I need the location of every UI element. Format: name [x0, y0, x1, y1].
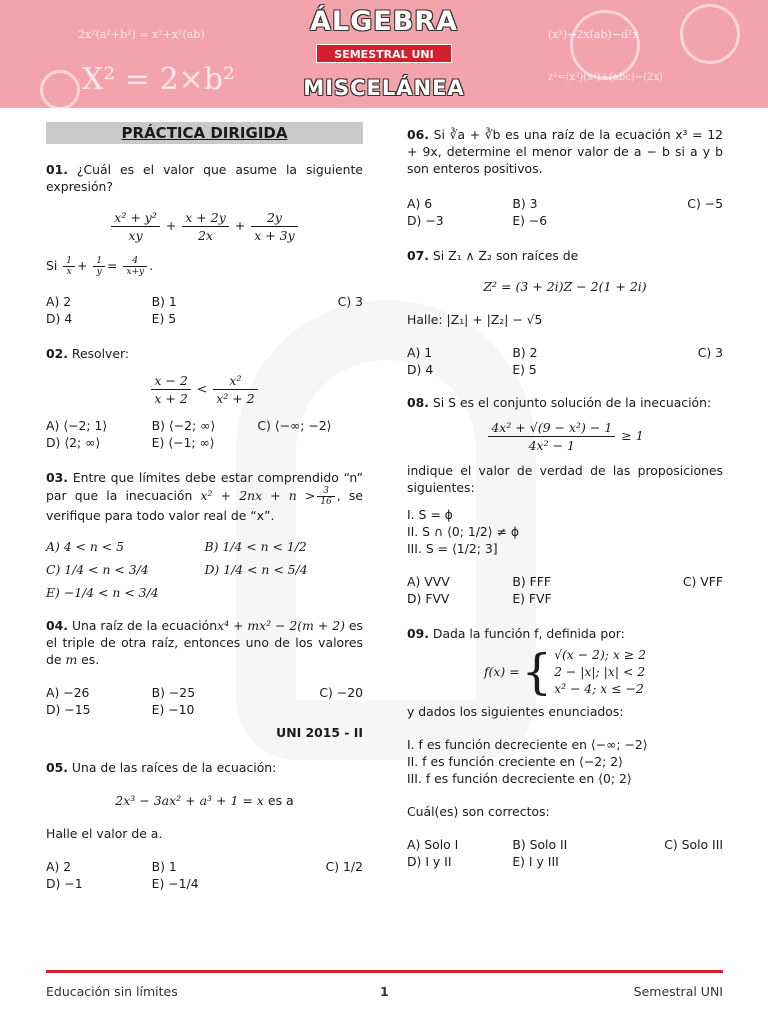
header-doodle-formula: (x²)→2x(ab)−d²x — [548, 28, 639, 41]
option-b[interactable]: B) 2 — [512, 345, 538, 360]
option-e[interactable]: E) −10 — [151, 702, 195, 717]
q08-inequation — [407, 419, 723, 454]
statement: II. f es función creciente en ⟨−2; 2⟩ — [407, 754, 623, 769]
frac-numerator: x + 2y — [182, 209, 229, 227]
question-text: Resolver: — [71, 346, 130, 361]
option-c[interactable]: C) 1/2 — [325, 859, 363, 874]
question-text: Una raíz de la ecuación — [71, 618, 218, 633]
frac-numerator: 4x² + √(9 − x²) − 1 — [488, 419, 615, 437]
option-e[interactable]: E) 5 — [512, 362, 537, 377]
equation-suffix: es a — [263, 793, 294, 808]
q04-options — [46, 684, 363, 718]
frac-numerator: 2y — [251, 209, 298, 227]
option-b[interactable]: B) 3 — [512, 196, 538, 211]
function-case: 2 − |x|; |x| < 2 — [554, 664, 646, 679]
q03-options — [46, 538, 363, 601]
inequation: x² + 2nx + n > — [200, 488, 316, 503]
q09-piecewise-function — [407, 643, 723, 700]
frac-denominator: 16 — [320, 497, 332, 507]
q07-equation: Z² = (3 + 2i)Z − 2(1 + 2i) — [483, 279, 647, 294]
q08-options — [407, 573, 723, 607]
left-brace-icon: { — [521, 643, 553, 700]
q05-equation — [46, 792, 363, 809]
q08-text2: indique el valor de verdad de las proposiciones siguientes: — [407, 463, 723, 495]
question-number: 03. — [46, 470, 68, 485]
question-number: 02. — [46, 346, 68, 361]
option-a[interactable]: A) −26 — [46, 685, 90, 700]
option-c[interactable]: C) Solo III — [664, 837, 723, 852]
frac-numerator: x − 2 — [151, 372, 190, 390]
equation: x⁴ + mx² − 2(m + 2) — [217, 618, 345, 633]
question-text: Una de las raíces de la ecuación: — [71, 760, 277, 775]
option-e[interactable]: E) ⟨−1; ∞⟩ — [151, 435, 215, 450]
option-c[interactable]: C) −5 — [687, 196, 723, 211]
option-e[interactable]: E) 5 — [151, 311, 177, 326]
question-number: 01. — [46, 162, 68, 177]
question-09 — [407, 625, 723, 642]
section-title: PRÁCTICA DIRIGIDA — [46, 122, 363, 144]
option-b[interactable]: B) 1 — [151, 859, 177, 874]
question-number: 07. — [407, 248, 429, 263]
question-text: Entre que límites debe estar comprendido “n” par que la inecuación — [46, 470, 363, 503]
q01-condition: Si $\frac{1}{x}$ + $\frac{1}{y}$ = $\frac{4}{x+y}$ . — [46, 256, 154, 277]
q05-ask: Halle el valor de a. — [46, 826, 163, 841]
variable: m — [65, 652, 78, 667]
page-header-banner — [0, 0, 768, 108]
frac-denominator: x² + 2 — [216, 391, 255, 406]
frac-denominator: x — [66, 267, 72, 277]
option-d[interactable]: D) ⟨2; ∞⟩ — [46, 435, 101, 450]
option-c[interactable]: C) 3 — [697, 345, 723, 360]
question-text: Si S es el conjunto solución de la inecuación: — [432, 395, 712, 410]
option-a[interactable]: A) VVV — [407, 574, 450, 589]
statement: I. f es función decreciente en ⟨−∞; −2⟩ — [407, 737, 648, 752]
footer-slogan: Educación sin límites — [46, 984, 178, 999]
right-column — [407, 122, 723, 870]
option-b[interactable]: B) Solo II — [512, 837, 568, 852]
frac-denominator: x+y — [126, 267, 145, 277]
function-case: √(x − 2); x ≥ 2 — [554, 647, 647, 662]
frac-denominator: y — [96, 267, 102, 277]
footer-course: Semestral UNI — [633, 984, 723, 999]
frac-numerator: 1 — [93, 256, 105, 267]
q09-text2: y dados los siguientes enunciados: — [407, 704, 624, 719]
frac-denominator: xy — [128, 228, 143, 243]
question-number: 08. — [407, 395, 429, 410]
q06-options — [407, 195, 723, 229]
function-lhs: f(x) = — [483, 664, 520, 679]
option-b[interactable]: B) −25 — [151, 685, 196, 700]
header-doodle-formula: 2x²(a²+b²) = x²+x²(ab) — [78, 28, 205, 41]
option-b[interactable]: B) ⟨−2; ∞⟩ — [151, 418, 216, 433]
proposition: II. S ∩ ⟨0; 1/2⟩ ≠ ϕ — [407, 524, 520, 539]
option-e[interactable]: E) I y III — [512, 854, 559, 869]
statement: III. f es función decreciente en ⟨0; 2⟩ — [407, 771, 632, 786]
topic-title: MISCELÁNEA — [303, 76, 465, 100]
question-text: es el triple de otra raíz, entonces uno de los valores de — [46, 618, 363, 667]
option-d[interactable]: D) 1/4 < n < 5/4 — [204, 562, 308, 577]
equation: 2x³ − 3ax² + a³ + 1 = x — [115, 793, 264, 808]
option-e[interactable]: E) −6 — [512, 213, 548, 228]
q02-expression: $\frac{x - 2}{x + 2}$ < $\frac{\text{x²}}{\text{x² + 2}}$ — [46, 372, 363, 407]
question-04 — [46, 617, 363, 668]
frac-numerator: 4 — [123, 256, 147, 267]
header-doodle-formula: X² = 2×b² — [82, 62, 236, 97]
question-07 — [407, 247, 723, 264]
option-b[interactable]: B) 1/4 < n < 1/2 — [204, 539, 307, 554]
option-a[interactable]: A) 4 < n < 5 — [46, 539, 124, 554]
q07-options — [407, 344, 723, 378]
option-d[interactable]: D) 4 — [407, 362, 434, 377]
option-c[interactable]: C) 3 — [337, 294, 363, 309]
question-text: , se verifique para todo valor real de “x”. — [46, 488, 363, 523]
option-c[interactable]: C) −20 — [319, 685, 363, 700]
frac-numerator: x² + y² — [111, 209, 160, 227]
option-b[interactable]: B) 1 — [151, 294, 177, 309]
option-a[interactable]: A) ⟨−2; 1⟩ — [46, 418, 108, 433]
condition-prefix: Si — [46, 258, 62, 273]
question-number: 09. — [407, 626, 429, 641]
option-a[interactable]: A) Solo I — [407, 837, 459, 852]
option-c[interactable]: C) ⟨−∞; −2⟩ — [257, 418, 332, 433]
option-c[interactable]: C) VFF — [682, 574, 723, 589]
frac-numerator: 3 — [317, 486, 334, 497]
proposition: III. S = ⟨1/2; 3] — [407, 541, 498, 556]
question-01 — [46, 161, 363, 195]
frac-denominator: x + 2 — [154, 391, 188, 406]
option-e[interactable]: E) −1/4 < n < 3/4 — [46, 585, 159, 600]
question-text: ¿Cuál es el valor que asume la siguiente expresión? — [46, 162, 363, 194]
option-d[interactable]: D) 4 — [46, 311, 73, 326]
option-d[interactable]: D) −3 — [407, 213, 444, 228]
inequation-rhs: ≥ 1 — [621, 428, 644, 443]
function-cases — [554, 646, 646, 697]
q09-options — [407, 836, 723, 870]
question-number: 04. — [46, 618, 68, 633]
frac-numerator: x² — [213, 372, 257, 390]
course-title: ÁLGEBRA — [310, 6, 458, 37]
q01-options — [46, 293, 363, 327]
option-e[interactable]: E) −1/4 — [151, 876, 199, 891]
option-a[interactable]: A) 1 — [407, 345, 433, 360]
question-08 — [407, 394, 723, 411]
option-d[interactable]: D) −1 — [46, 876, 83, 891]
q02-options — [46, 417, 363, 451]
frac-denominator: 2x — [198, 228, 214, 243]
function-case: x² − 4; x ≤ −2 — [554, 681, 644, 696]
proposition: I. S = ϕ — [407, 507, 453, 522]
q08-propositions — [407, 506, 723, 557]
option-a[interactable]: A) 2 — [46, 294, 72, 309]
frac-denominator: x + 3y — [254, 228, 295, 243]
question-03 — [46, 469, 363, 524]
option-e[interactable]: E) FVF — [512, 591, 552, 606]
question-text: Si ∛a + ∛b es una raíz de la ecuación x³ = 12 + 9x, determine el menor valor de a − b si a y b son enteros positivos. — [407, 127, 723, 176]
page-number: 1 — [380, 984, 389, 999]
question-text: es. — [77, 652, 100, 667]
frac-denominator: 4x² − 1 — [528, 438, 575, 453]
option-d[interactable]: D) I y II — [407, 854, 452, 869]
question-number: 05. — [46, 760, 68, 775]
q05-options — [46, 858, 363, 892]
frac-numerator: 1 — [63, 256, 75, 267]
question-text: Dada la función f, definida por: — [432, 626, 625, 641]
left-column — [46, 122, 363, 892]
course-badge: SEMESTRAL UNI — [316, 44, 452, 63]
header-doodle-formula: z²=(x²)(x³)+(abc)−(2x) — [548, 72, 663, 83]
q09-ask: Cuál(es) son correctos: — [407, 804, 550, 819]
option-a[interactable]: A) 6 — [407, 196, 433, 211]
question-06 — [407, 126, 723, 177]
footer-divider — [46, 970, 723, 973]
option-a[interactable]: A) 2 — [46, 859, 72, 874]
question-05 — [46, 759, 363, 776]
option-c[interactable]: C) 1/4 < n < 3/4 — [46, 562, 149, 577]
option-d[interactable]: D) −15 — [46, 702, 91, 717]
question-text: Si Z₁ ∧ Z₂ son raíces de — [432, 248, 579, 263]
source-label: UNI 2015 - II — [276, 725, 363, 740]
q01-expression: $\frac{\text{x² + y²}}{xy}$ + $\frac{x + 2y}{2x}$ + $\frac{2y}{x + 3y}$ — [46, 209, 363, 244]
q07-ask: Halle: |Z₁| + |Z₂| − √5 — [407, 312, 543, 327]
option-d[interactable]: D) FVV — [407, 591, 450, 606]
question-02 — [46, 345, 363, 362]
q09-statements — [407, 736, 723, 787]
question-number: 06. — [407, 127, 429, 142]
option-b[interactable]: B) FFF — [512, 574, 551, 589]
